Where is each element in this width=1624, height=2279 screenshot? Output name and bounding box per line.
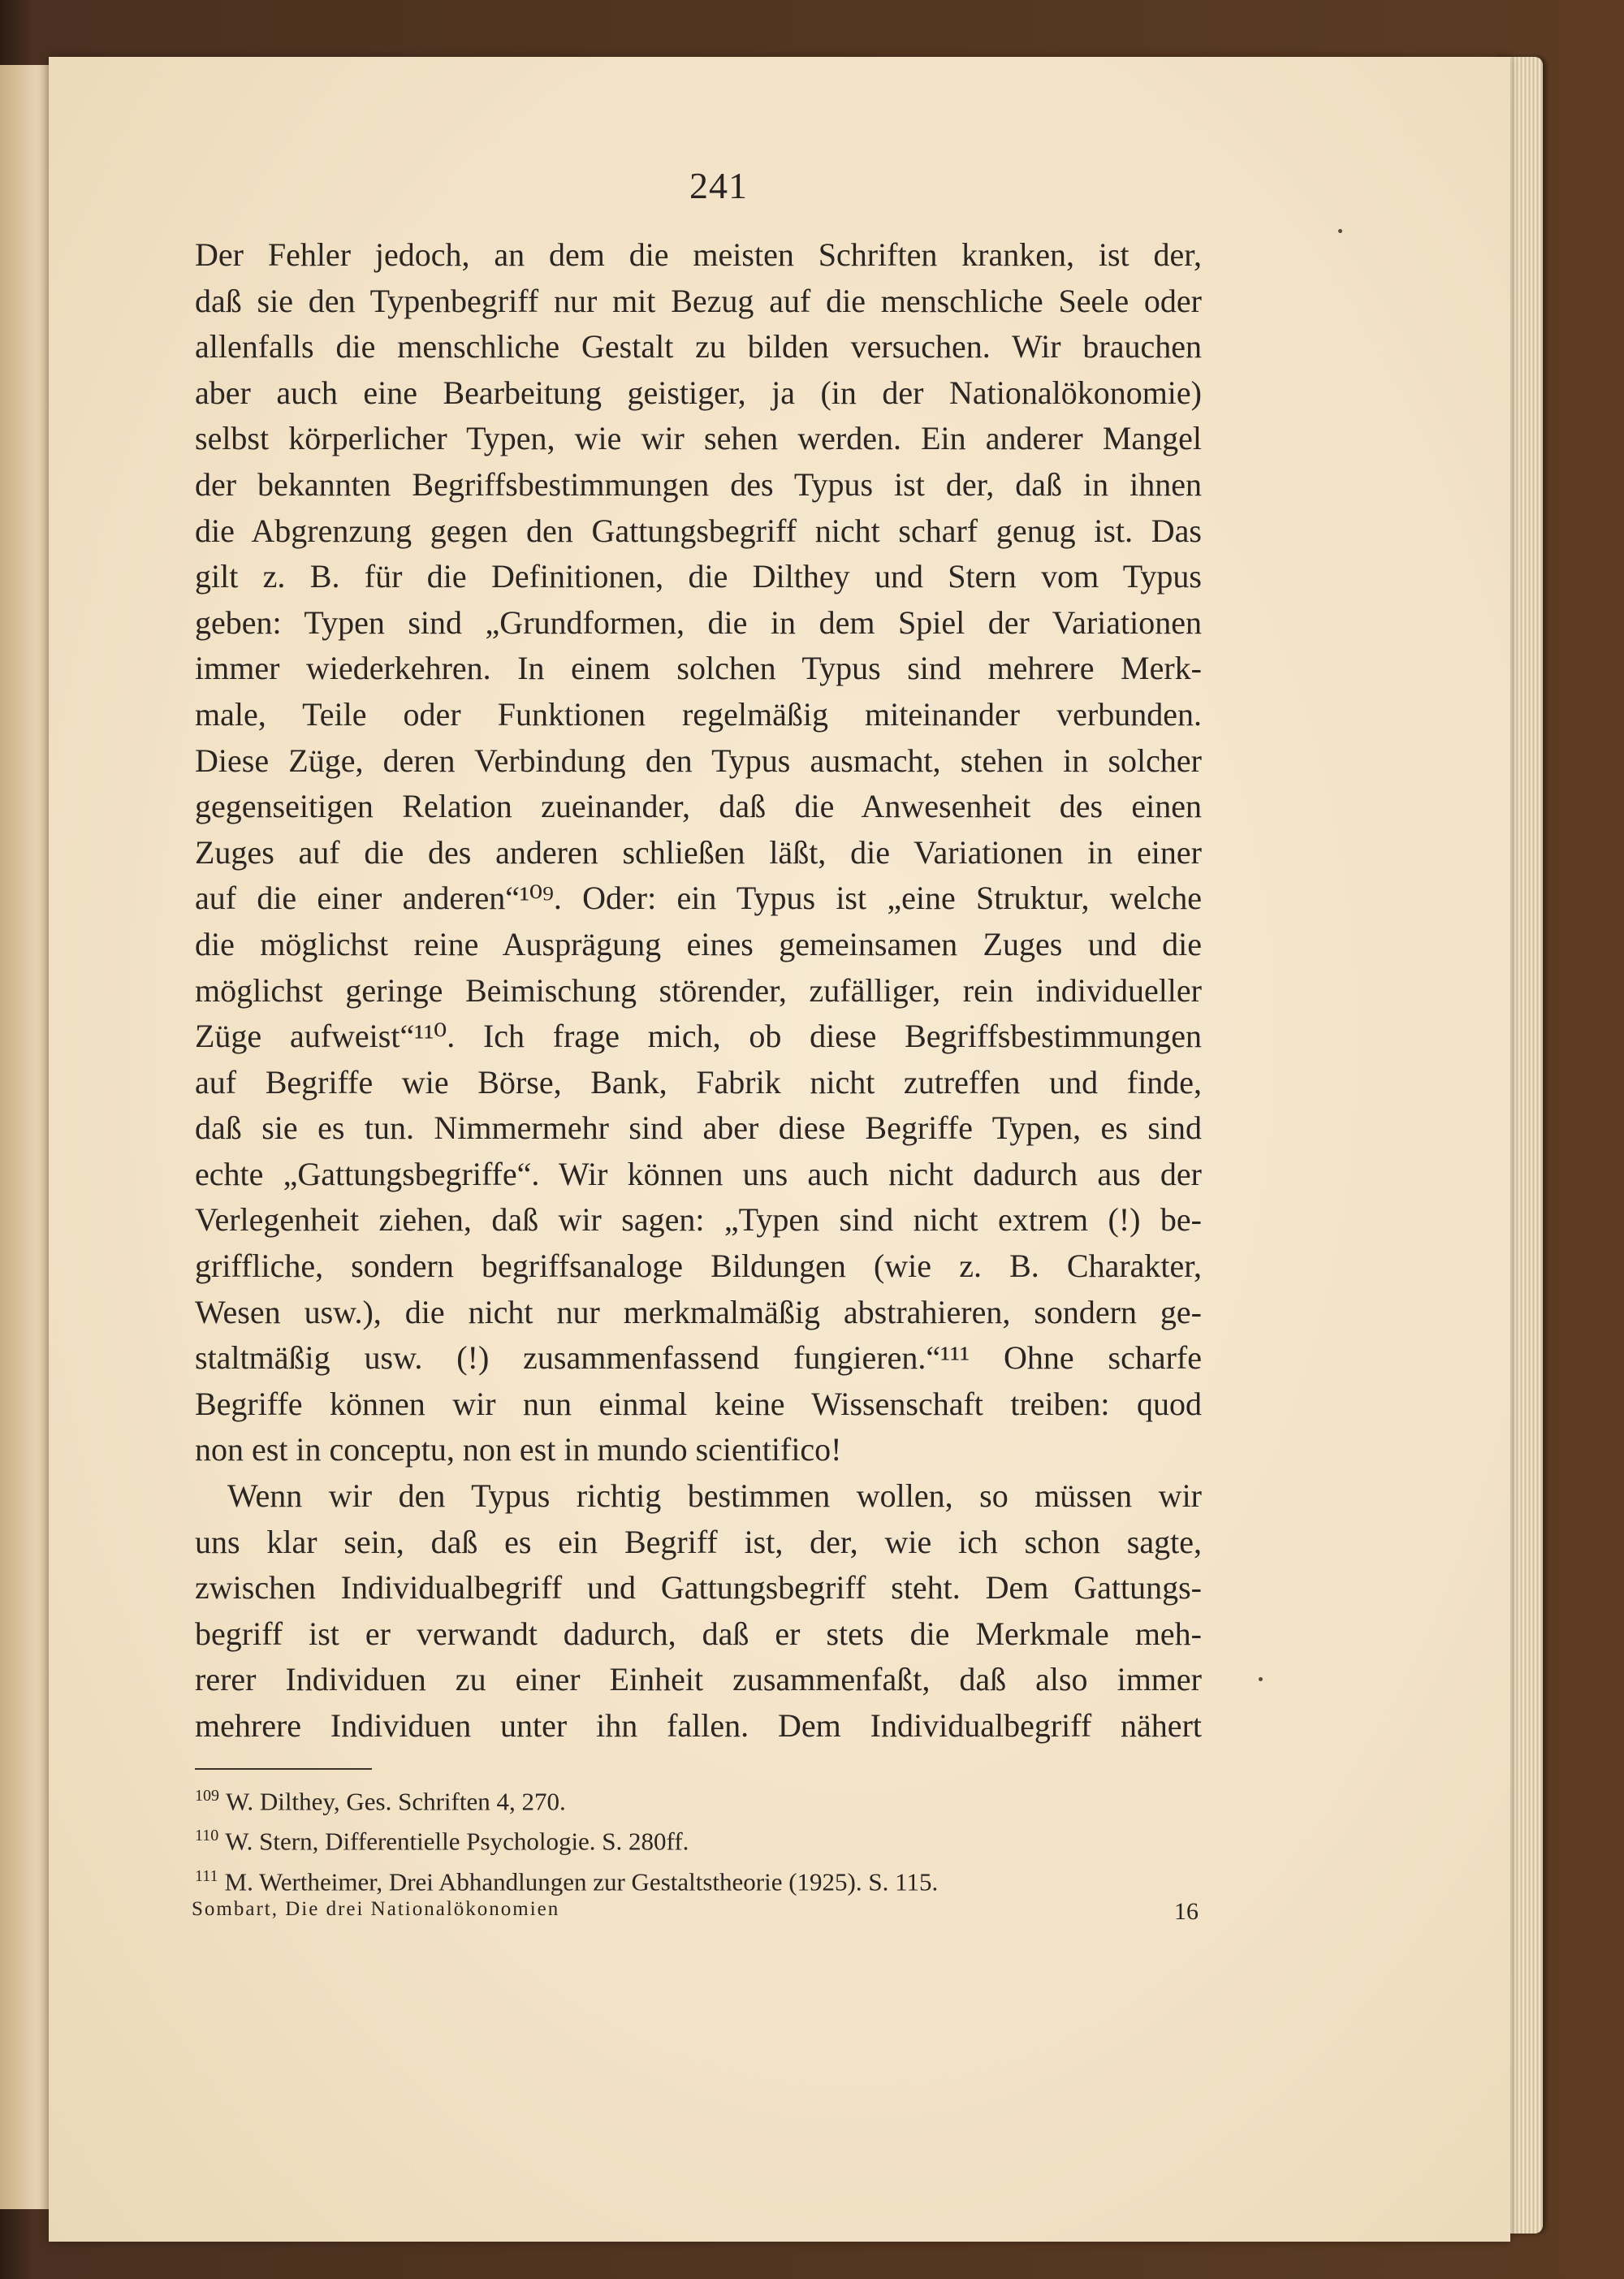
text-line: die möglichst reine Ausprägung eines gemeinsamen Zuges und die xyxy=(195,925,1202,962)
text-line: der bekannten Begriffsbestimmungen des Typus ist der, daß in ihnen xyxy=(195,465,1202,503)
text-line: Zuges auf die des anderen schließen läßt, die Variationen in einer xyxy=(195,833,1202,871)
footnote-rule xyxy=(195,1768,372,1770)
text-line: echte „Gattungsbegriffe“. Wir können uns auch nicht dadurch aus der xyxy=(195,1155,1202,1192)
footnote-text: M. Wertheimer, Drei Abhandlungen zur Gestaltstheorie (1925). S. 115. xyxy=(224,1866,939,1896)
text-line: selbst körperlicher Typen, wie wir sehen werden. Ein anderer Mangel xyxy=(195,420,1202,457)
text-line: rerer Individuen zu einer Einheit zusammenfaßt, daß also immer xyxy=(195,1661,1202,1698)
footnote xyxy=(195,1818,1202,1858)
text-line: gegenseitigen Relation zueinander, daß die Anwesenheit des einen xyxy=(195,788,1202,825)
footnote-text: W. Stern, Differentielle Psychologie. S. 280ff. xyxy=(225,1827,689,1856)
text-line: geben: Typen sind „Grundformen, die in dem Spiel der Variationen xyxy=(195,603,1202,641)
text-line: auf Begriffe wie Börse, Bank, Fabrik nicht zutreffen und finde, xyxy=(195,1063,1202,1101)
text-line: Züge aufweist“¹¹⁰. Ich frage mich, ob diese Begriffsbestimmungen xyxy=(195,1018,1202,1055)
text-line: begriff ist er verwandt dadurch, daß er stets die Merkmale meh- xyxy=(195,1615,1202,1652)
text-line: auf die einer anderen“¹⁰⁹. Oder: ein Typus ist „eine Struktur, welche xyxy=(195,880,1202,917)
footer-author-title: Sombart, Die drei Nationalökonomien xyxy=(192,1898,560,1920)
footnotes xyxy=(195,1779,1202,1899)
body-text xyxy=(195,232,1202,1749)
text-line: Wesen usw.), die nicht nur merkmalmäßig abstrahieren, sondern ge- xyxy=(195,1293,1202,1330)
footnote-text: W. Dilthey, Ges. Schriften 4, 270. xyxy=(226,1787,566,1816)
text-line: daß sie den Typenbegriff nur mit Bezug auf die menschliche Seele oder xyxy=(195,282,1202,319)
paper-speck xyxy=(1338,229,1342,233)
text-line: allenfalls die menschliche Gestalt zu bilden versuchen. Wir brauchen xyxy=(195,328,1202,365)
text-line: Der Fehler jedoch, an dem die meisten Schriften kranken, ist der, xyxy=(195,236,1202,273)
text-line: möglichst geringe Beimischung störender, zufälliger, rein individueller xyxy=(195,971,1202,1009)
paper-speck xyxy=(1259,1677,1263,1681)
footnote-mark: 110 xyxy=(195,1827,219,1845)
text-line: griffliche, sondern begriffsanaloge Bildungen (wie z. B. Charakter, xyxy=(195,1248,1202,1285)
text-line: non est in conceptu, non est in mundo scientifico! xyxy=(195,1431,842,1468)
text-line: aber auch eine Bearbeitung geistiger, ja (in der Nationalökonomie) xyxy=(195,374,1202,411)
footnote xyxy=(195,1859,1202,1899)
text-line: male, Teile oder Funktionen regelmäßig miteinander verbunden. xyxy=(195,695,1202,733)
footnote-mark: 109 xyxy=(195,1787,219,1805)
text-line: Begriffe können wir nun einmal keine Wissenschaft treiben: quod xyxy=(195,1385,1202,1422)
text-line: mehrere Individuen unter ihn fallen. Dem Individualbegriff nähert xyxy=(195,1707,1202,1744)
text-line: die Abgrenzung gegen den Gattungsbegriff nicht scharf genug ist. Das xyxy=(195,512,1202,549)
footnote-mark: 111 xyxy=(195,1866,218,1885)
text-line: zwischen Individualbegriff und Gattungsbegriff steht. Dem Gattungs- xyxy=(195,1569,1202,1607)
signature-mark: 16 xyxy=(1174,1898,1199,1925)
running-footer xyxy=(192,1898,1199,1931)
text-line: Wenn wir den Typus richtig bestimmen wollen, so müssen wir xyxy=(227,1477,1202,1515)
text-line: daß sie es tun. Nimmermehr sind aber diese Begriffe Typen, es sind xyxy=(195,1109,1202,1147)
text-line: Verlegenheit ziehen, daß wir sagen: „Typen sind nicht extrem (!) be- xyxy=(195,1201,1202,1239)
text-line: uns klar sein, daß es ein Begriff ist, der, wie ich schon sagte, xyxy=(195,1523,1202,1560)
text-line: staltmäßig usw. (!) zusammenfassend fungieren.“¹¹¹ Ohne scharfe xyxy=(195,1339,1202,1377)
text-line: immer wiederkehren. In einem solchen Typus sind mehrere Merk- xyxy=(195,650,1202,687)
page-number: 241 xyxy=(689,165,748,206)
text-line: gilt z. B. für die Definitionen, die Dilthey und Stern vom Typus xyxy=(195,558,1202,595)
text-line: Diese Züge, deren Verbindung den Typus ausmacht, stehen in solcher xyxy=(195,742,1202,779)
footnote xyxy=(195,1779,1202,1818)
